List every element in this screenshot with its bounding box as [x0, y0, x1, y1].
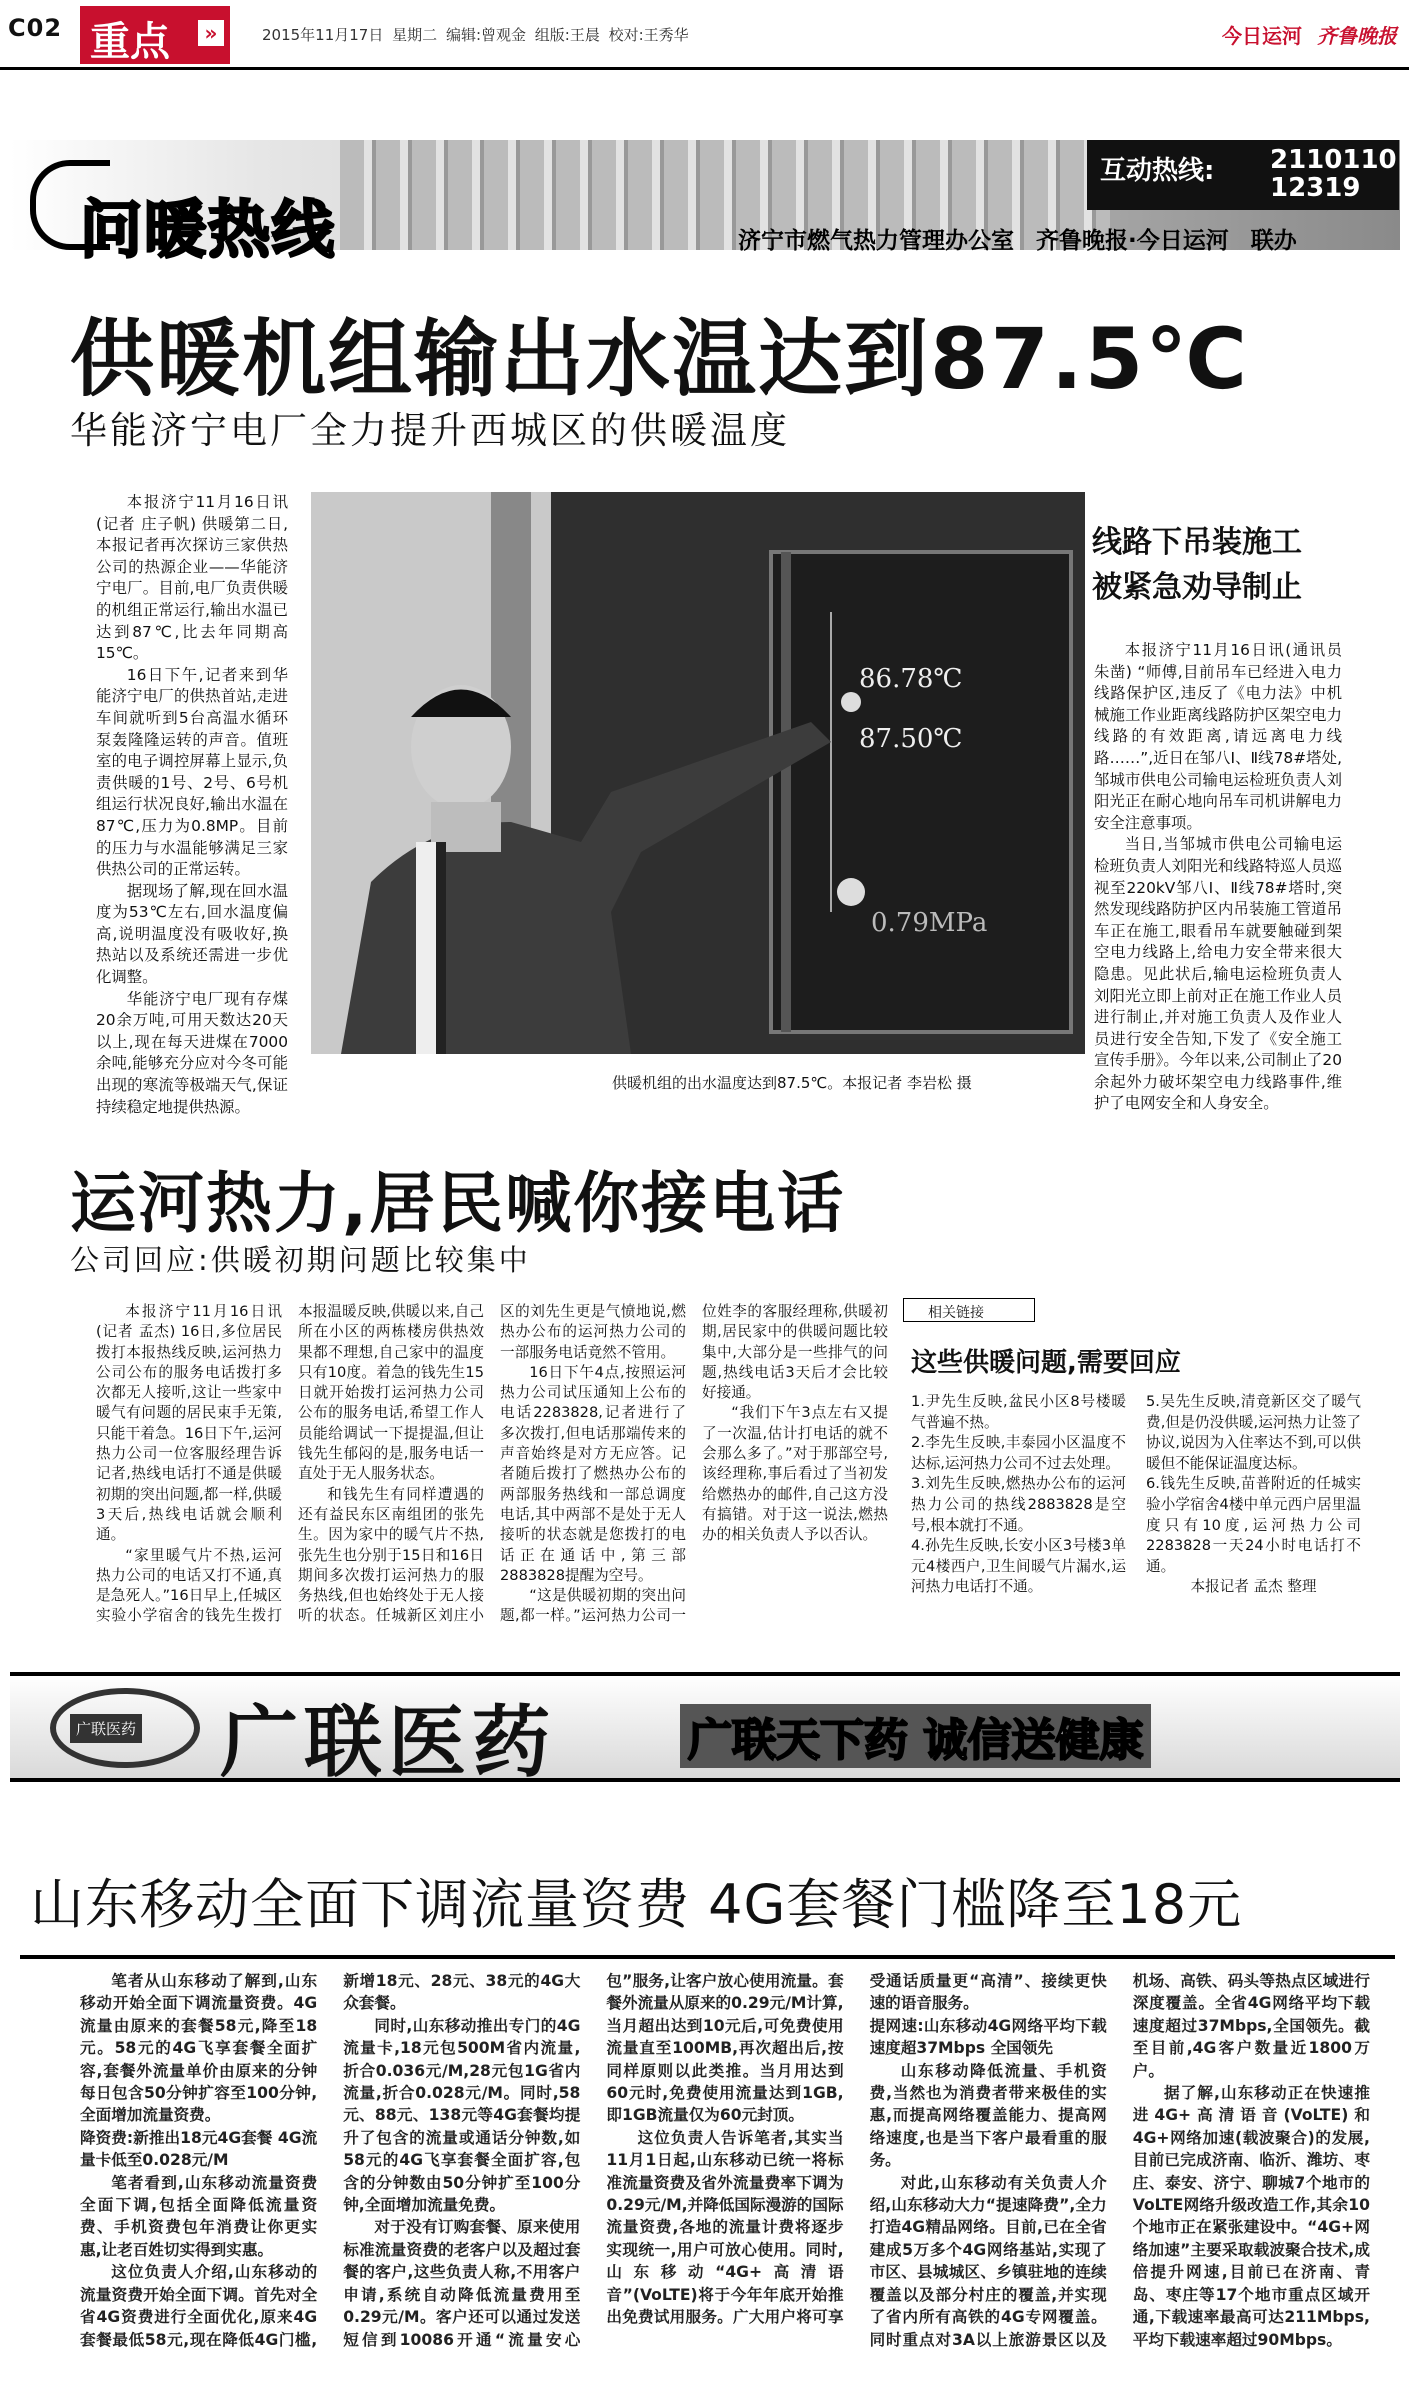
- list-item: 5.吴先生反映,清竟新区交了暖气费,但是仍没供暖,运河热力让签了协议,说因为入住率达不到,可以供暖但不能保证温度达标。: [1146, 1393, 1361, 1472]
- hotline-number-1: 2110110: [1270, 145, 1397, 175]
- joint-label: 联办: [1250, 228, 1297, 254]
- story3-headline: 山东移动全面下调流量资费 4G套餐门槛降至18元: [30, 1873, 1243, 1936]
- paragraph: 16日下午,记者来到华能济宁电厂的供热首站,走进车间就听到5台高温水循环泵轰隆隆运转的声音。值班室的电子调控屏幕上显示,负责供暖的1号、2号、6号机组运行状况良好,输出水温在87℃,压力为0.8MP。目前的压力与水温能够满足三家供热公司的正常运转。: [96, 665, 288, 879]
- side-headline: [1092, 520, 1302, 610]
- page-header: [0, 0, 1409, 70]
- paragraph: “家里暖气片不热,运河热力公司的电话又打不通,真是急死人。”16日早上,任城区实验小学宿舍的钱先生拨打本报温暖反映,供暖以来,自己所在小区的两栋楼房供热效果都不理想,自己家中的温度只有10度。着急的钱先生15日就开始拨打运河热力公司公布的服务电话,希望工作人员能给调试一下提提温,但让钱先生郁闷的是,服务电话一直处于无人服务状态。: [96, 1303, 484, 1625]
- list-item: 4.孙先生反映,长安小区3号楼3单元4楼西户,卫生间暖气片漏水,运河热力电话打不通。: [911, 1537, 1126, 1596]
- ad-company-name: 广联医药: [220, 1698, 557, 1788]
- subheading: 降资费:新推出18元4G套餐 4G流量卡低至0.028元/M: [80, 2128, 318, 2170]
- paragraph: 据现场了解,现在回水温度为53℃左右,回水温度偏高,说明温度没有吸收好,换热站以及系统还需进一步优化调整。: [96, 881, 288, 987]
- side-headline-line-2: 被紧急劝导制止: [1092, 570, 1302, 605]
- paragraph: 笔者看到,山东移动流量资费全面下调,包括全面降低流量资费、手机资费包年消费让你更实惠,让老百姓切实得到实惠。: [80, 2173, 318, 2259]
- paragraph: 对此,山东移动有关负责人介绍,山东移动大力“提速降费”,全力打造4G精品网络。目前,已在全省建成5万多个4G网络基站,实现了市区、县城城区、乡镇驻地的连续覆盖以及部分村庄的覆盖,并实现了省内所有高铁的4G专网覆盖。同时重点对3A以上旅游景区以及机场、高铁、码头等热点区域进行深度覆盖。全省4G网络平均下载速度超过37Mbps,全国领先。截至目前,4G客户数量近1800万户。: [869, 1972, 1370, 2349]
- paragraph: 本报济宁11月16日讯(记者 孟杰) 16日,多位居民拨打本报热线反映,运河热力公司公布的服务电话拨打多次都无人接听,这让一些家中暖气有问题的居民束手无策,只能干着急。16日下午,运河热力公司一位客服经理告诉记者,热线电话打不通是供暖初期的突出问题,都一样,供暖3天后,热线电话就会顺利通。: [96, 1303, 282, 1544]
- paragraph: 据了解,山东移动正在快速推进4G+高清语音(VoLTE)和4G+网络加速(载波聚合)的发展,目前已完成济南、临沂、潍坊、枣庄、泰安、济宁、聊城7个地市的VoLTE网络升级改造工作,其余10个地市正在紧张建设中。“4G+网络加速”主要采取载波聚合技术,成倍提升网速,目前已在济南、青岛、枣庄等17个地市重点区域开通,下载速率最高可达211Mbps,平均下载速率超过90Mbps。: [1132, 2084, 1370, 2349]
- paragraph: “这是供暖初期的突出问题,都一样。”运河热力公司一位姓李的客服经理称,供暖初期,居民家中的供暖问题比较集中,大部分是一些排气的问题,热线电话3天后才会比较好接通。: [500, 1303, 888, 1625]
- page-number: C02: [8, 14, 63, 42]
- related-headline: 这些供暖问题,需要回应: [911, 1348, 1181, 1378]
- related-tag: 相关链接: [903, 1298, 1035, 1322]
- side-body: [1094, 640, 1342, 1115]
- paragraph: 山东移动降低流量、手机资费,当然也为消费者带来极佳的实惠,而提高网络覆盖能力、提高网络速度,也是当下客户最看重的服务。: [869, 2061, 1107, 2170]
- story1-photo: [311, 492, 1085, 1054]
- proofreader: 校对:王秀华: [608, 26, 689, 44]
- story2-headline: 运河热力,居民喊你接电话: [70, 1165, 846, 1242]
- story1-subheadline: 华能济宁电厂全力提升西城区的供暖温度: [70, 409, 790, 452]
- hotline-number-2: 12319: [1270, 173, 1361, 203]
- brand-name: 今日运河: [1222, 24, 1303, 48]
- story1-body: [96, 492, 288, 1118]
- paragraph: 对于没有订购套餐、原来使用标准流量资费的老客户以及超过套餐的客户,这些负责人称,不用客户申请,系统自动降低流量费用至0.29元/M。客户还可以通过发送短信到10086开通“流量安心包”服务,让客户放心使用流量。套餐外流量从原来的0.29元/M计算,当月超出达到10元后,可免费使用流量直至100MB,再次超出后,按同样原则以此类推。当月用达到60元时,免费使用流量达到1GB,即1GB流量仅为60元封顶。: [343, 1972, 844, 2349]
- paper-name: 齐鲁晚报: [1317, 24, 1397, 48]
- section-name: 重点: [90, 19, 170, 65]
- ad-slogan: 广联天下药 诚信送健康: [680, 1704, 1151, 1768]
- advertisement: [10, 1672, 1400, 1788]
- paragraph: 华能济宁电厂现有存煤20余万吨,可用天数达20天以上,现在每天进煤在7000余吨,能够充分应对今冬可能出现的寒流等极端天气,保证持续稳定地提供热源。: [96, 989, 288, 1116]
- double-chevron-icon: »: [198, 20, 224, 46]
- paragraph: “我们下午3点左右又提了一次温,估计打电话的就不会那么多了。”对于那部空号,该经理称,事后看过了当初发给燃热办的邮件,自己这方没有搞错。对于这一说法,燃热办的相关负责人予以否认。: [702, 1404, 888, 1544]
- paragraph: 和钱先生有同样遭遇的还有益民东区南组团的张先生。因为家中的暖气片不热,张先生也分别于15日和16日期间多次拨打运河热力的服务热线,但也始终处于无人接听的状态。任城新区刘庄小区的刘先生更是气愤地说,燃热办公布的运河热力公司的一部服务电话竟然不管用。: [298, 1303, 686, 1625]
- paragraph: 同时,山东移动推出专门的4G流量卡,18元包500M省内流量,折合0.036元/M,28元包1G省内流量,折合0.028元/M。同时,58元、88元、138元等4G套餐均提升了包含的流量或通话分钟数,如58元的4G飞享套餐全面扩容,包含的分钟数由50分钟扩至100分钟,全面增加流量免费。: [343, 2016, 581, 2215]
- story3-body: [80, 1970, 1370, 2370]
- paragraph: 当日,当邹城市供电公司输电运检班负责人刘阳光和线路特巡人员巡视至220kV邹八Ⅰ、Ⅱ线78#塔时,突然发现线路防护区内吊装施工管道吊车正在施工,眼看吊车就要触碰到架空电力线路上,给电力安全带来很大隐患。见此状后,输电运检班负责人刘阳光立即上前对正在施工作业人员进行制止,并对施工负责人及作业人员进行安全告知,下发了《安全施工宣传手册》。今年以来,公司制止了20余起外力破坏架空电力线路事件,维护了电网安全和人身安全。: [1094, 835, 1342, 1113]
- hotline-numbers: [1270, 146, 1397, 202]
- logo-text: 广联医药: [70, 1714, 142, 1743]
- layout-editor: 组版:王晨: [534, 26, 600, 44]
- subheading: 提网速:山东移动4G网络平均下载速度超37Mbps 全国领先: [869, 2016, 1107, 2058]
- brand: [1222, 20, 1397, 49]
- story2-body: [96, 1302, 888, 1672]
- section-label: [80, 6, 230, 64]
- list-item: 3.刘先生反映,燃热办公布的运河热力公司的热线2883828是空号,根本就打不通。: [911, 1475, 1126, 1534]
- partner-office: 济宁市燃气热力管理办公室: [738, 228, 1014, 254]
- paragraph: 这位负责人告诉笔者,其实当11月1日起,山东移动已统一将标准流量资费及省外流量费率下调为0.29元/M,并降低国际漫游的国际流量资费,各地的流量计费将逐步实现统一,用户可放心使用。同时,山东移动“4G+高清语音”(VoLTE)将于今年年底开始推出免费试用服务。广大用户将可享受通话质量更“高清”、接续更快速的语音服务。: [606, 1972, 1107, 2327]
- screen-reading-1: 86.78℃: [859, 664, 963, 694]
- screen-reading-3: 0.79MPa: [871, 908, 988, 938]
- editor: 编辑:曾观金: [445, 26, 526, 44]
- screen-reading-2: 87.50℃: [859, 724, 963, 754]
- paragraph: 这位负责人介绍,山东移动的流量资费开始全面下调。首先对全省4G资费进行全面优化,原来4G套餐最低58元,现在降低4G门槛,新增18元、28元、38元的4G大众套餐。: [80, 1972, 581, 2349]
- banner-title: 问暖热线: [80, 193, 337, 266]
- paragraph: 本报济宁11月16日讯(记者 庄子帆) 供暖第二日,本报记者再次探访三家供热公司的热源企业——华能济宁电厂。目前,电厂负责供暖的机组正常运行,输出水温已达到87℃,比去年同期高15℃。: [96, 493, 288, 663]
- divider: [20, 1955, 1395, 1959]
- list-item: 2.李先生反映,丰泰园小区温度不达标,运河热力公司不过去处理。: [911, 1434, 1126, 1472]
- byline: 本报记者 孟杰 整理: [1190, 1578, 1317, 1596]
- banner-partners: [738, 222, 1297, 255]
- partner-paper: 齐鲁晚报·今日运河: [1036, 228, 1229, 254]
- paragraph: 笔者从山东移动了解到,山东移动开始全面下调流量资费。4G流量由原来的套餐58元,降至18元。58元的4G飞享套餐全面扩容,套餐外流量单价由原来的分钟每日包含50分钟扩容至100分钟,全面增加流量资费。: [80, 1972, 318, 2125]
- list-item: 1.尹先生反映,盆民小区8号楼暖气普遍不热。: [911, 1393, 1126, 1431]
- story1-headline: 供暖机组输出水温达到87.5℃: [70, 310, 1249, 408]
- list-item: 6.钱先生反映,苗普附近的任城实验小学宿舍4楼中单元西户居里温度只有10度,运河热力公司2283828一天24小时电话打不通。: [1146, 1475, 1361, 1575]
- paragraph: 本报济宁11月16日讯(通讯员 朱凿) “师傅,目前吊车已经进入电力线路保护区,违反了《电力法》中机械施工作业距离线路防护区架空电力线路的有效距离,请远离电力线路……”,近日在邹八Ⅰ、Ⅱ线78#塔处,邹城市供电公司输电运检班负责人刘阳光正在耐心地向吊车司机讲解电力安全注意事项。: [1094, 641, 1342, 832]
- photo-illustration: [311, 492, 1085, 1054]
- related-box: [903, 1298, 1363, 1648]
- story2-subheadline: 公司回应:供暖初期问题比较集中: [70, 1243, 531, 1277]
- photo-caption: 供暖机组的出水温度达到87.5℃。本报记者 李岩松 摄: [612, 1074, 972, 1092]
- paragraph: 16日下午4点,按照运河热力公司试压通知上公布的电话2283828,记者进行了多次拨打,但电话那端传来的声音始终是对方无应答。记者随后拨打了燃热办公布的两部服务热线和一部总调度电话,其中两部不是处于无人接听的状态就是您拨打的电话正在通话中,第三部2883828提醒为空号。: [500, 1363, 686, 1584]
- header-meta: [262, 24, 689, 45]
- company-logo: [50, 1688, 200, 1768]
- weekday: 星期二: [392, 26, 438, 44]
- hotline-label: 互动热线:: [1100, 156, 1215, 186]
- issue-date: 2015年11月17日: [262, 26, 384, 44]
- side-headline-line-1: 线路下吊装施工: [1092, 525, 1302, 560]
- related-list: [911, 1392, 1361, 1622]
